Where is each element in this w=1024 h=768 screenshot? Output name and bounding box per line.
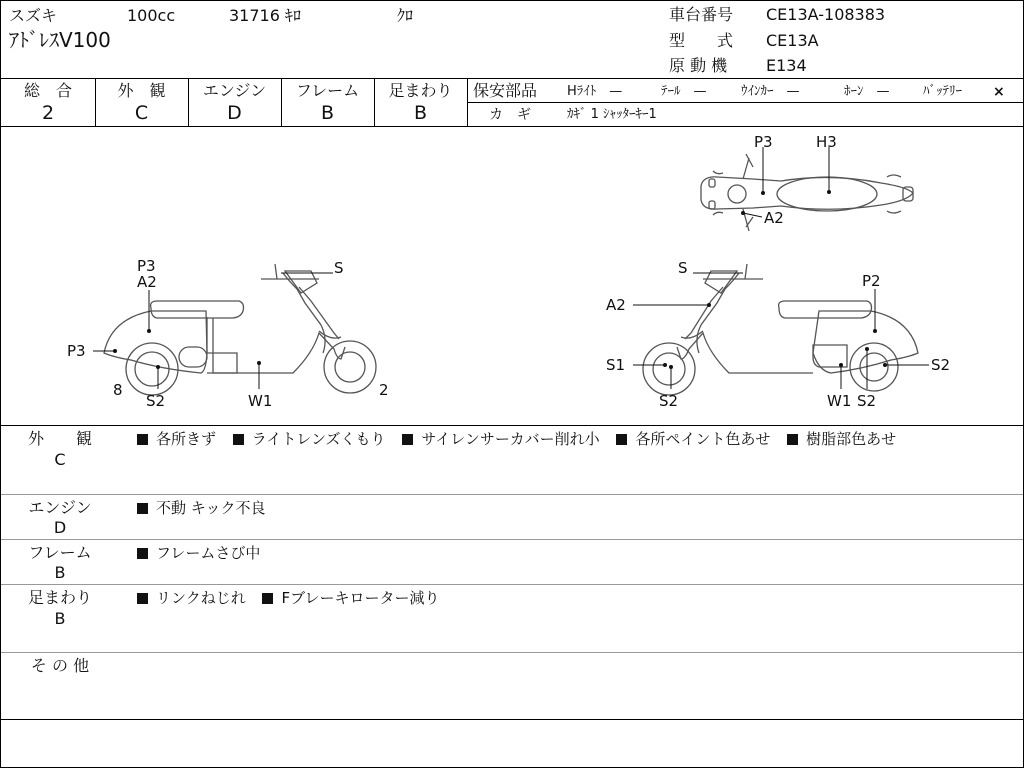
grade-engine-label: エンジン xyxy=(202,81,267,100)
remark-item: フレームさび中 xyxy=(156,544,261,562)
remark-frame-grade: B xyxy=(54,563,66,582)
label-top-h3: H3 xyxy=(816,133,837,151)
remark-exterior-items xyxy=(137,429,908,449)
grade-engine-value: D xyxy=(227,102,242,124)
label-right-a2: A2 xyxy=(606,296,626,314)
remark-suspension-grade: B xyxy=(54,609,66,628)
bullet-icon xyxy=(402,434,413,445)
label-left-8: 8 xyxy=(113,381,123,399)
remark-item: 各所ペイント色あせ xyxy=(635,430,771,448)
bullet-icon xyxy=(616,434,627,445)
remark-exterior-grade: C xyxy=(54,450,66,469)
remark-item: Fブレーキローター減り xyxy=(281,589,440,607)
divider xyxy=(1,719,1023,720)
divider xyxy=(467,102,1023,103)
remark-item: 不動 キック不良 xyxy=(156,499,266,517)
maker: スズキ xyxy=(9,6,58,25)
label-right-s2-front: S2 xyxy=(659,392,679,410)
frame-number-label: 車台番号 xyxy=(669,5,734,24)
remark-item: 各所きず xyxy=(156,430,217,448)
grade-exterior-label: 外 観 xyxy=(117,81,166,100)
remark-item: サイレンサーカバー削れ小 xyxy=(421,430,600,448)
divider xyxy=(1,494,1023,495)
safety-winker: ｳｲﾝｶｰ — xyxy=(741,84,800,99)
remark-other-label: そ の 他 xyxy=(30,656,90,675)
damage-diagram xyxy=(1,127,1023,427)
engine-model-value: E134 xyxy=(766,56,807,75)
remark-engine-label: エンジン xyxy=(28,498,92,517)
remark-item: ライトレンズくもり xyxy=(251,430,386,448)
label-right-w1: W1 xyxy=(827,392,852,410)
grade-exterior-value: C xyxy=(134,102,149,124)
bullet-icon xyxy=(137,593,148,604)
remark-item: リンクねじれ xyxy=(156,589,246,607)
model-type-value: CE13A xyxy=(766,31,819,50)
label-right-s2-rear: S2 xyxy=(931,356,951,374)
bullet-icon xyxy=(787,434,798,445)
grade-suspension-value: B xyxy=(413,102,428,124)
key-label: カ ギ xyxy=(489,107,531,123)
remark-engine-items xyxy=(137,498,277,518)
label-left-2: 2 xyxy=(379,381,389,399)
diagram-labels xyxy=(67,133,950,410)
safety-tail: ﾃｰﾙ — xyxy=(661,84,707,99)
displacement: 100cc xyxy=(127,6,176,25)
label-top-a2: A2 xyxy=(764,209,784,227)
scooter-top-view xyxy=(701,154,913,231)
color: ｸﾛ xyxy=(397,6,414,25)
label-left-s: S xyxy=(334,259,344,277)
mileage: 31716 ｷﾛ xyxy=(229,6,301,25)
grade-frame-value: B xyxy=(320,102,335,124)
bullet-icon xyxy=(137,548,148,559)
remark-frame-items xyxy=(137,543,272,563)
label-right-s2-mid: S2 xyxy=(857,392,877,410)
grade-overall-label: 総 合 xyxy=(23,81,72,100)
label-left-w1: W1 xyxy=(248,392,273,410)
label-left-a2: A2 xyxy=(137,273,157,291)
model-name: ｱﾄﾞﾚｽV100 xyxy=(9,28,111,52)
engine-model-label: 原 動 機 xyxy=(669,56,728,75)
remark-engine-grade: D xyxy=(53,518,67,537)
bullet-icon xyxy=(233,434,244,445)
safety-horn: ﾎｰﾝ — xyxy=(844,84,890,99)
battery-fail-mark: × xyxy=(993,84,1005,100)
divider xyxy=(1,78,1023,79)
divider xyxy=(1,652,1023,653)
safety-parts-label: 保安部品 xyxy=(473,81,538,100)
safety-headlight: Hﾗｲﾄ — xyxy=(567,84,623,99)
remark-item: 樹脂部色あせ xyxy=(806,430,897,448)
label-top-p3: P3 xyxy=(754,133,773,151)
label-left-s2: S2 xyxy=(146,392,166,410)
remark-suspension-items xyxy=(137,588,452,608)
key-value: ｶｷﾞ 1 ｼｬｯﾀｰｷｰ1 xyxy=(567,107,657,122)
grade-suspension-label: 足まわり xyxy=(388,81,453,100)
label-right-s1: S1 xyxy=(606,356,626,374)
remark-frame-label: フレーム xyxy=(28,543,92,562)
label-right-s: S xyxy=(678,259,688,277)
label-left-p3-rear: P3 xyxy=(67,342,86,360)
divider xyxy=(1,539,1023,540)
bullet-icon xyxy=(137,503,148,514)
remark-suspension-label: 足まわり xyxy=(27,588,92,607)
bullet-icon xyxy=(262,593,273,604)
grade-frame-label: フレーム xyxy=(295,81,360,100)
frame-number-value: CE13A-108383 xyxy=(766,5,886,24)
remark-exterior-label: 外 観 xyxy=(27,429,92,448)
divider xyxy=(1,425,1023,426)
grade-overall-value: 2 xyxy=(41,102,55,124)
model-type-label: 型 式 xyxy=(669,31,734,50)
label-left-p3: P3 xyxy=(137,257,156,275)
divider xyxy=(1,584,1023,585)
bullet-icon xyxy=(137,434,148,445)
safety-battery: ﾊﾞｯﾃﾘｰ xyxy=(923,84,962,99)
label-right-p2: P2 xyxy=(862,272,881,290)
